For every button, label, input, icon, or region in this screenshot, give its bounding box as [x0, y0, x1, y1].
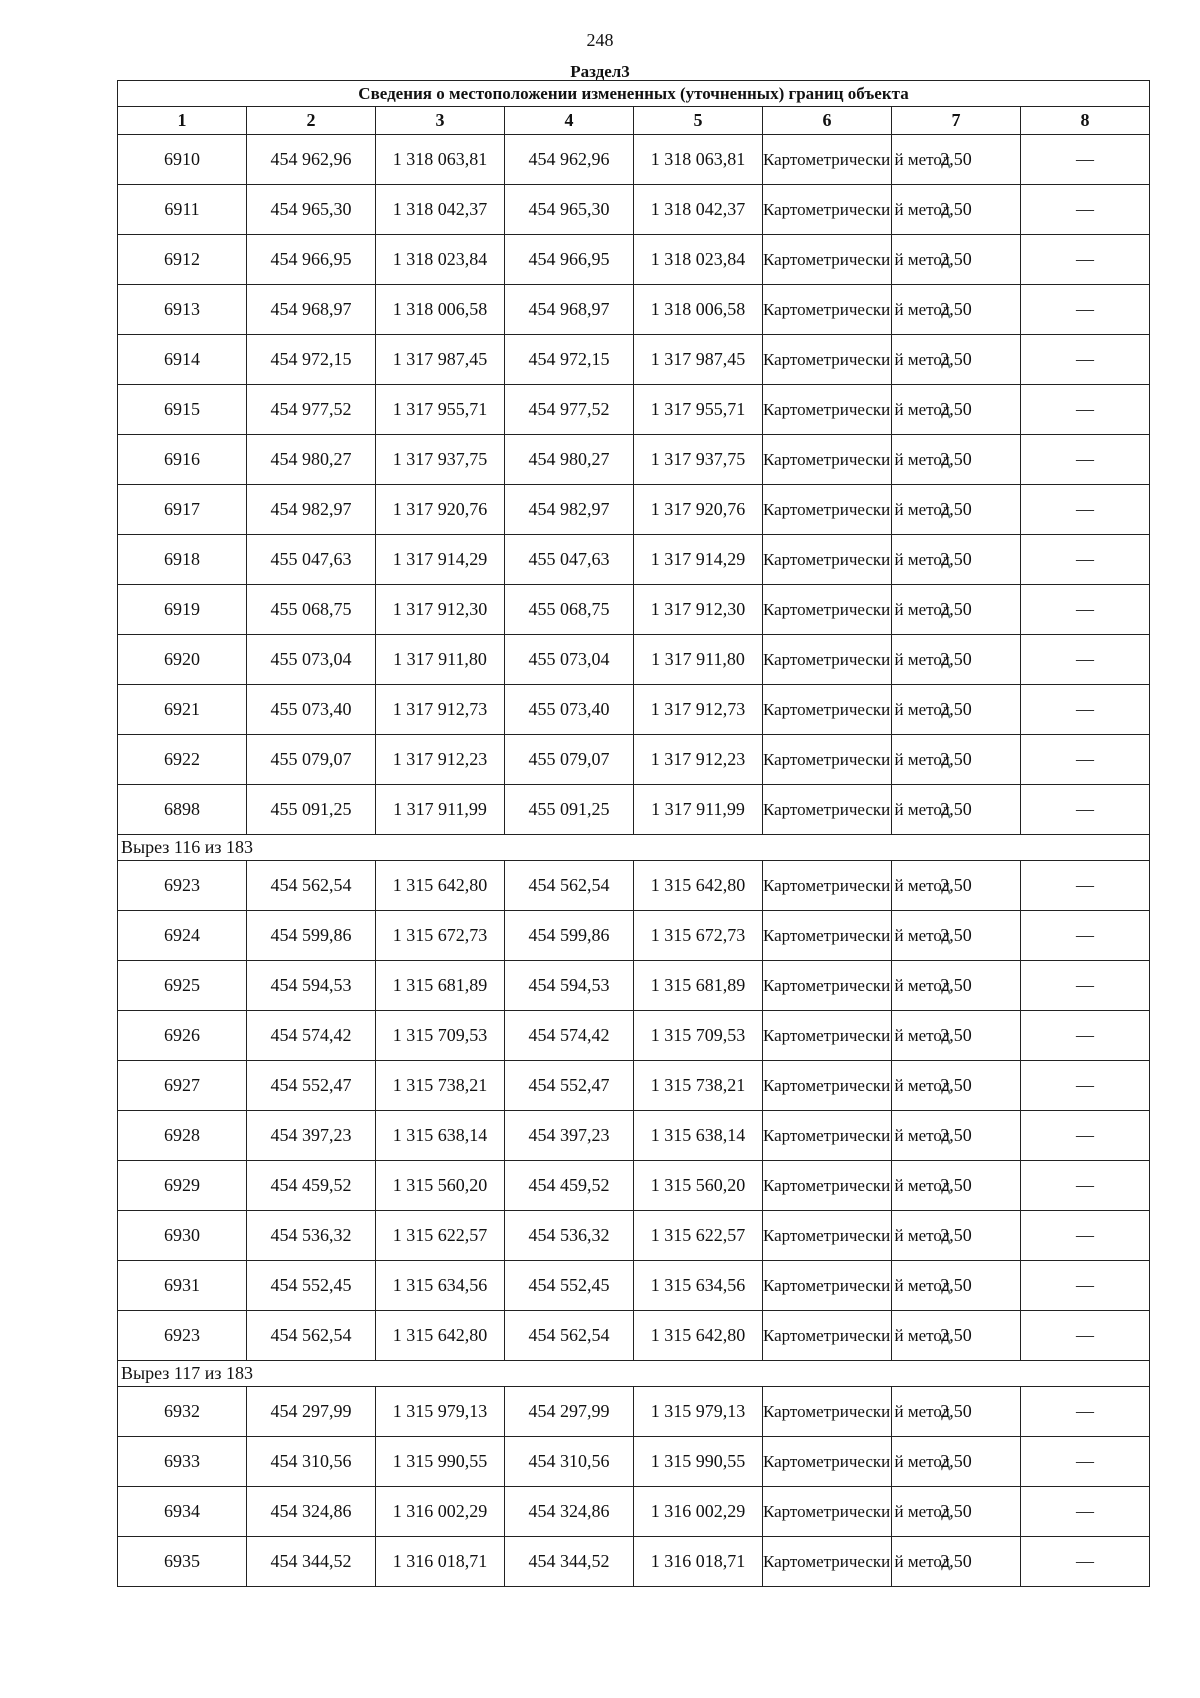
point-number-cell: 6928	[118, 1111, 247, 1161]
description-cell: —	[1021, 435, 1150, 485]
description-cell: —	[1021, 785, 1150, 835]
coord-x-new-cell: 454 965,30	[505, 185, 634, 235]
description-cell: —	[1021, 1111, 1150, 1161]
method-cell: Картометрически й метод	[763, 1011, 892, 1061]
coord-x-new-cell: 454 980,27	[505, 435, 634, 485]
coord-x-old-cell: 454 977,52	[247, 385, 376, 435]
coord-x-old-cell: 455 073,40	[247, 685, 376, 735]
coord-y-new-cell: 1 315 738,21	[634, 1061, 763, 1111]
point-number-cell: 6918	[118, 535, 247, 585]
coord-x-old-cell: 455 091,25	[247, 785, 376, 835]
method-cell: Картометрически й метод	[763, 1487, 892, 1537]
method-cell: Картометрически й метод	[763, 485, 892, 535]
point-number-cell: 6932	[118, 1387, 247, 1437]
description-cell: —	[1021, 185, 1150, 235]
table-row	[118, 285, 1150, 335]
method-cell: Картометрически й метод	[763, 1111, 892, 1161]
coord-x-new-cell: 455 068,75	[505, 585, 634, 635]
coord-x-old-cell: 454 552,47	[247, 1061, 376, 1111]
coord-y-old-cell: 1 317 987,45	[376, 335, 505, 385]
coord-y-new-cell: 1 315 622,57	[634, 1211, 763, 1261]
point-number-cell: 6930	[118, 1211, 247, 1261]
coord-y-old-cell: 1 315 990,55	[376, 1437, 505, 1487]
coord-y-new-cell: 1 317 911,80	[634, 635, 763, 685]
point-number-cell: 6931	[118, 1261, 247, 1311]
accuracy-cell: 2,50	[892, 1387, 1021, 1437]
accuracy-cell: 2,50	[892, 1487, 1021, 1537]
coord-y-old-cell: 1 318 042,37	[376, 185, 505, 235]
accuracy-cell: 2,50	[892, 185, 1021, 235]
coord-y-old-cell: 1 317 920,76	[376, 485, 505, 535]
column-header: 3	[376, 107, 505, 135]
coord-y-new-cell: 1 316 018,71	[634, 1537, 763, 1587]
coord-y-new-cell: 1 317 987,45	[634, 335, 763, 385]
accuracy-cell: 2,50	[892, 1537, 1021, 1587]
point-number-cell: 6923	[118, 1311, 247, 1361]
description-cell: —	[1021, 235, 1150, 285]
coord-y-old-cell: 1 315 634,56	[376, 1261, 505, 1311]
table-row	[118, 235, 1150, 285]
coord-y-old-cell: 1 317 912,73	[376, 685, 505, 735]
coord-y-old-cell: 1 317 955,71	[376, 385, 505, 435]
table-header-row	[118, 107, 1150, 135]
point-number-cell: 6915	[118, 385, 247, 435]
table-row	[118, 335, 1150, 385]
accuracy-cell: 2,50	[892, 235, 1021, 285]
coord-y-new-cell: 1 315 672,73	[634, 911, 763, 961]
coord-x-old-cell: 454 310,56	[247, 1437, 376, 1487]
table-row	[118, 1111, 1150, 1161]
method-cell: Картометрически й метод	[763, 735, 892, 785]
accuracy-cell: 2,50	[892, 1261, 1021, 1311]
coord-x-new-cell: 454 594,53	[505, 961, 634, 1011]
coord-x-old-cell: 455 068,75	[247, 585, 376, 635]
accuracy-cell: 2,50	[892, 735, 1021, 785]
method-cell: Картометрически й метод	[763, 385, 892, 435]
table-row	[118, 1487, 1150, 1537]
method-cell: Картометрически й метод	[763, 1387, 892, 1437]
coord-x-old-cell: 454 982,97	[247, 485, 376, 535]
coord-y-old-cell: 1 316 002,29	[376, 1487, 505, 1537]
coord-y-old-cell: 1 317 911,99	[376, 785, 505, 835]
table-row	[118, 185, 1150, 235]
description-cell: —	[1021, 485, 1150, 535]
coord-y-new-cell: 1 318 023,84	[634, 235, 763, 285]
coord-y-old-cell: 1 315 638,14	[376, 1111, 505, 1161]
coord-x-new-cell: 454 972,15	[505, 335, 634, 385]
table-row	[118, 1061, 1150, 1111]
point-number-cell: 6921	[118, 685, 247, 735]
description-cell: —	[1021, 1211, 1150, 1261]
coord-x-new-cell: 454 599,86	[505, 911, 634, 961]
coord-y-new-cell: 1 317 912,30	[634, 585, 763, 635]
coord-x-new-cell: 455 079,07	[505, 735, 634, 785]
coord-y-new-cell: 1 315 634,56	[634, 1261, 763, 1311]
coord-x-old-cell: 454 562,54	[247, 1311, 376, 1361]
coord-x-old-cell: 454 966,95	[247, 235, 376, 285]
table-row	[118, 1011, 1150, 1061]
table-row	[118, 961, 1150, 1011]
coord-x-new-cell: 454 310,56	[505, 1437, 634, 1487]
coord-x-new-cell: 454 536,32	[505, 1211, 634, 1261]
point-number-cell: 6898	[118, 785, 247, 835]
table-row	[118, 135, 1150, 185]
table-row	[118, 435, 1150, 485]
coord-y-old-cell: 1 317 937,75	[376, 435, 505, 485]
coord-y-old-cell: 1 315 642,80	[376, 861, 505, 911]
accuracy-cell: 2,50	[892, 435, 1021, 485]
table-row	[118, 1387, 1150, 1437]
description-cell: —	[1021, 535, 1150, 585]
description-cell: —	[1021, 685, 1150, 735]
description-cell: —	[1021, 1387, 1150, 1437]
coord-y-new-cell: 1 315 681,89	[634, 961, 763, 1011]
coord-x-new-cell: 454 962,96	[505, 135, 634, 185]
method-cell: Картометрически й метод	[763, 861, 892, 911]
table-row	[118, 735, 1150, 785]
coord-x-old-cell: 454 344,52	[247, 1537, 376, 1587]
accuracy-cell: 2,50	[892, 1161, 1021, 1211]
description-cell: —	[1021, 1061, 1150, 1111]
coord-y-new-cell: 1 317 914,29	[634, 535, 763, 585]
method-cell: Картометрически й метод	[763, 535, 892, 585]
description-cell: —	[1021, 385, 1150, 435]
accuracy-cell: 2,50	[892, 585, 1021, 635]
coord-x-old-cell: 454 980,27	[247, 435, 376, 485]
accuracy-cell: 2,50	[892, 1061, 1021, 1111]
table-body	[118, 81, 1150, 1587]
point-number-cell: 6926	[118, 1011, 247, 1061]
coord-y-old-cell: 1 318 006,58	[376, 285, 505, 335]
coord-y-old-cell: 1 315 622,57	[376, 1211, 505, 1261]
method-cell: Картометрически й метод	[763, 785, 892, 835]
point-number-cell: 6929	[118, 1161, 247, 1211]
coord-x-old-cell: 455 079,07	[247, 735, 376, 785]
method-cell: Картометрически й метод	[763, 335, 892, 385]
point-number-cell: 6935	[118, 1537, 247, 1587]
coord-x-new-cell: 454 982,97	[505, 485, 634, 535]
coord-y-new-cell: 1 315 642,80	[634, 861, 763, 911]
point-number-cell: 6922	[118, 735, 247, 785]
table-row	[118, 385, 1150, 435]
coord-y-old-cell: 1 316 018,71	[376, 1537, 505, 1587]
table-row	[118, 685, 1150, 735]
method-cell: Картометрически й метод	[763, 1311, 892, 1361]
coord-x-new-cell: 454 297,99	[505, 1387, 634, 1437]
coord-y-old-cell: 1 315 979,13	[376, 1387, 505, 1437]
coord-x-new-cell: 454 968,97	[505, 285, 634, 335]
coord-y-old-cell: 1 315 672,73	[376, 911, 505, 961]
coord-x-new-cell: 454 552,47	[505, 1061, 634, 1111]
group-label: Вырез 116 из 183	[118, 835, 1150, 861]
accuracy-cell: 2,50	[892, 1011, 1021, 1061]
description-cell: —	[1021, 861, 1150, 911]
point-number-cell: 6927	[118, 1061, 247, 1111]
description-cell: —	[1021, 135, 1150, 185]
coord-y-new-cell: 1 318 063,81	[634, 135, 763, 185]
column-header: 2	[247, 107, 376, 135]
table-row	[118, 1537, 1150, 1587]
accuracy-cell: 2,50	[892, 1111, 1021, 1161]
point-number-cell: 6916	[118, 435, 247, 485]
method-cell: Картометрически й метод	[763, 185, 892, 235]
table-row	[118, 785, 1150, 835]
accuracy-cell: 2,50	[892, 285, 1021, 335]
table-row	[118, 635, 1150, 685]
coord-x-old-cell: 454 552,45	[247, 1261, 376, 1311]
point-number-cell: 6913	[118, 285, 247, 335]
coord-x-old-cell: 455 047,63	[247, 535, 376, 585]
coord-y-old-cell: 1 315 738,21	[376, 1061, 505, 1111]
coord-x-old-cell: 454 562,54	[247, 861, 376, 911]
point-number-cell: 6920	[118, 635, 247, 685]
coord-x-new-cell: 454 574,42	[505, 1011, 634, 1061]
coord-x-old-cell: 454 962,96	[247, 135, 376, 185]
point-number-cell: 6914	[118, 335, 247, 385]
coord-x-old-cell: 454 968,97	[247, 285, 376, 335]
coord-x-new-cell: 454 977,52	[505, 385, 634, 435]
coord-y-new-cell: 1 318 006,58	[634, 285, 763, 335]
accuracy-cell: 2,50	[892, 485, 1021, 535]
accuracy-cell: 2,50	[892, 1311, 1021, 1361]
coord-x-old-cell: 454 599,86	[247, 911, 376, 961]
point-number-cell: 6933	[118, 1437, 247, 1487]
column-header: 1	[118, 107, 247, 135]
description-cell: —	[1021, 335, 1150, 385]
method-cell: Картометрически й метод	[763, 685, 892, 735]
coord-y-old-cell: 1 315 681,89	[376, 961, 505, 1011]
coord-x-old-cell: 454 297,99	[247, 1387, 376, 1437]
coord-y-old-cell: 1 317 914,29	[376, 535, 505, 585]
method-cell: Картометрически й метод	[763, 1061, 892, 1111]
coord-y-old-cell: 1 315 642,80	[376, 1311, 505, 1361]
description-cell: —	[1021, 1311, 1150, 1361]
coord-x-new-cell: 455 091,25	[505, 785, 634, 835]
method-cell: Картометрически й метод	[763, 285, 892, 335]
description-cell: —	[1021, 1537, 1150, 1587]
coord-y-old-cell: 1 317 912,30	[376, 585, 505, 635]
method-cell: Картометрически й метод	[763, 135, 892, 185]
coord-y-old-cell: 1 318 063,81	[376, 135, 505, 185]
coord-x-old-cell: 454 459,52	[247, 1161, 376, 1211]
coord-x-old-cell: 454 574,42	[247, 1011, 376, 1061]
accuracy-cell: 2,50	[892, 861, 1021, 911]
coord-x-old-cell: 454 536,32	[247, 1211, 376, 1261]
method-cell: Картометрически й метод	[763, 235, 892, 285]
coord-x-new-cell: 455 073,40	[505, 685, 634, 735]
table-row	[118, 1161, 1150, 1211]
coord-y-new-cell: 1 315 560,20	[634, 1161, 763, 1211]
table-row	[118, 585, 1150, 635]
method-cell: Картометрически й метод	[763, 961, 892, 1011]
coord-y-new-cell: 1 315 709,53	[634, 1011, 763, 1061]
column-header: 7	[892, 107, 1021, 135]
group-label: Вырез 117 из 183	[118, 1361, 1150, 1387]
coord-x-new-cell: 454 562,54	[505, 1311, 634, 1361]
coord-y-new-cell: 1 317 911,99	[634, 785, 763, 835]
coord-x-new-cell: 454 966,95	[505, 235, 634, 285]
point-number-cell: 6925	[118, 961, 247, 1011]
coord-x-old-cell: 454 324,86	[247, 1487, 376, 1537]
method-cell: Картометрически й метод	[763, 1437, 892, 1487]
page-number: 248	[586, 30, 614, 50]
coord-y-new-cell: 1 316 002,29	[634, 1487, 763, 1537]
point-number-cell: 6911	[118, 185, 247, 235]
coord-x-old-cell: 454 965,30	[247, 185, 376, 235]
point-number-cell: 6923	[118, 861, 247, 911]
description-cell: —	[1021, 1011, 1150, 1061]
table-row	[118, 1311, 1150, 1361]
coord-x-new-cell: 454 397,23	[505, 1111, 634, 1161]
column-header: 8	[1021, 107, 1150, 135]
table-row	[118, 485, 1150, 535]
accuracy-cell: 2,50	[892, 961, 1021, 1011]
method-cell: Картометрически й метод	[763, 1537, 892, 1587]
method-cell: Картометрически й метод	[763, 911, 892, 961]
accuracy-cell: 2,50	[892, 635, 1021, 685]
accuracy-cell: 2,50	[892, 335, 1021, 385]
coord-y-old-cell: 1 317 911,80	[376, 635, 505, 685]
point-number-cell: 6910	[118, 135, 247, 185]
accuracy-cell: 2,50	[892, 911, 1021, 961]
method-cell: Картометрически й метод	[763, 1161, 892, 1211]
coord-x-new-cell: 455 047,63	[505, 535, 634, 585]
method-cell: Картометрически й метод	[763, 1261, 892, 1311]
table-row	[118, 1261, 1150, 1311]
coord-y-old-cell: 1 318 023,84	[376, 235, 505, 285]
coord-x-new-cell: 454 459,52	[505, 1161, 634, 1211]
section-title: Раздел3	[570, 62, 630, 81]
coord-y-new-cell: 1 317 912,23	[634, 735, 763, 785]
coord-x-new-cell: 455 073,04	[505, 635, 634, 685]
coord-y-new-cell: 1 317 912,73	[634, 685, 763, 735]
point-number-cell: 6934	[118, 1487, 247, 1537]
method-cell: Картометрически й метод	[763, 635, 892, 685]
coord-y-new-cell: 1 317 955,71	[634, 385, 763, 435]
description-cell: —	[1021, 1437, 1150, 1487]
coord-x-old-cell: 454 397,23	[247, 1111, 376, 1161]
description-cell: —	[1021, 635, 1150, 685]
coord-y-old-cell: 1 315 709,53	[376, 1011, 505, 1061]
accuracy-cell: 2,50	[892, 135, 1021, 185]
coord-y-new-cell: 1 317 920,76	[634, 485, 763, 535]
table-row	[118, 861, 1150, 911]
column-header: 4	[505, 107, 634, 135]
table-caption: Сведения о местоположении измененных (уточненных) границ объекта	[118, 81, 1150, 107]
point-number-cell: 6924	[118, 911, 247, 961]
point-number-cell: 6919	[118, 585, 247, 635]
coord-x-old-cell: 454 972,15	[247, 335, 376, 385]
description-cell: —	[1021, 735, 1150, 785]
table-row	[118, 911, 1150, 961]
coord-x-new-cell: 454 324,86	[505, 1487, 634, 1537]
coord-x-old-cell: 454 594,53	[247, 961, 376, 1011]
coord-x-new-cell: 454 344,52	[505, 1537, 634, 1587]
description-cell: —	[1021, 1261, 1150, 1311]
description-cell: —	[1021, 911, 1150, 961]
group-label-row	[118, 835, 1150, 861]
coord-y-new-cell: 1 315 638,14	[634, 1111, 763, 1161]
point-number-cell: 6917	[118, 485, 247, 535]
method-cell: Картометрически й метод	[763, 1211, 892, 1261]
column-header: 5	[634, 107, 763, 135]
coord-y-new-cell: 1 315 642,80	[634, 1311, 763, 1361]
description-cell: —	[1021, 285, 1150, 335]
method-cell: Картометрически й метод	[763, 435, 892, 485]
description-cell: —	[1021, 585, 1150, 635]
description-cell: —	[1021, 1487, 1150, 1537]
coord-x-old-cell: 455 073,04	[247, 635, 376, 685]
table-row	[118, 1211, 1150, 1261]
description-cell: —	[1021, 961, 1150, 1011]
coord-y-old-cell: 1 317 912,23	[376, 735, 505, 785]
coord-y-new-cell: 1 317 937,75	[634, 435, 763, 485]
method-cell: Картометрически й метод	[763, 585, 892, 635]
accuracy-cell: 2,50	[892, 535, 1021, 585]
description-cell: —	[1021, 1161, 1150, 1211]
coord-y-new-cell: 1 315 990,55	[634, 1437, 763, 1487]
table-row	[118, 535, 1150, 585]
coord-x-new-cell: 454 562,54	[505, 861, 634, 911]
table-caption-row	[118, 81, 1150, 107]
coord-x-new-cell: 454 552,45	[505, 1261, 634, 1311]
table-row	[118, 1437, 1150, 1487]
group-label-row	[118, 1361, 1150, 1387]
coord-y-new-cell: 1 315 979,13	[634, 1387, 763, 1437]
column-header: 6	[763, 107, 892, 135]
coord-y-new-cell: 1 318 042,37	[634, 185, 763, 235]
point-number-cell: 6912	[118, 235, 247, 285]
coord-y-old-cell: 1 315 560,20	[376, 1161, 505, 1211]
accuracy-cell: 2,50	[892, 685, 1021, 735]
coordinates-table	[117, 80, 1150, 1587]
accuracy-cell: 2,50	[892, 1211, 1021, 1261]
accuracy-cell: 2,50	[892, 385, 1021, 435]
accuracy-cell: 2,50	[892, 1437, 1021, 1487]
accuracy-cell: 2,50	[892, 785, 1021, 835]
